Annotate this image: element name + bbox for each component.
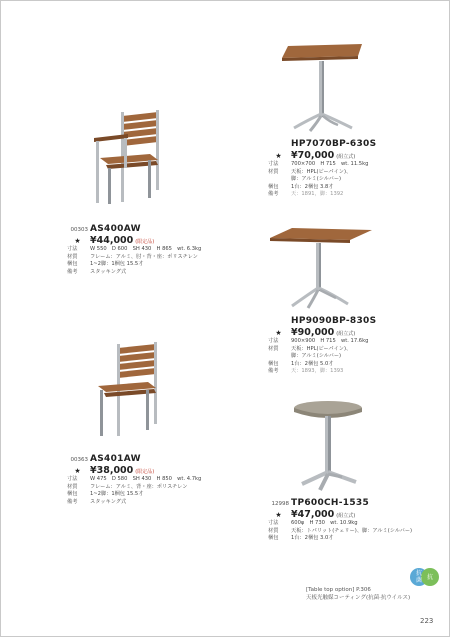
spec-label: 備考 xyxy=(67,268,78,275)
spec-value: 700×700 H 715 wt. 11.5kg xyxy=(291,161,369,167)
spec-label: 材質 xyxy=(268,168,279,175)
product-as401aw xyxy=(67,454,201,506)
star-mark: ★ xyxy=(275,152,282,160)
spec-row xyxy=(268,338,376,346)
spec-row xyxy=(67,476,201,484)
spec-value: フレーム：アルミ、肘・背・座：ポリスチレン xyxy=(90,253,198,260)
star-mark: ★ xyxy=(74,467,81,475)
product-model: HP7070BP-630S xyxy=(291,139,377,149)
badge-text-2: 菌 xyxy=(415,577,423,584)
spec-label xyxy=(268,176,289,184)
spec-row xyxy=(268,535,412,543)
product-hp9090bp xyxy=(268,316,376,376)
product-model: TP600CH-1535 xyxy=(291,498,370,508)
spec-label: 材質 xyxy=(67,483,78,490)
footer-line-1: [Table top option] P.306 xyxy=(306,587,371,593)
spec-value: 天板：トパリット(チェリー)、脚：アルミ(シルバー) xyxy=(291,527,413,534)
spec-list xyxy=(268,338,376,376)
spec-value: 天：1891，脚：1392 xyxy=(291,191,344,198)
spec-list xyxy=(67,246,201,276)
chair-as400aw-image xyxy=(88,108,168,208)
star-mark: ★ xyxy=(275,511,282,519)
product-as400aw xyxy=(67,224,201,276)
spec-label: 材質 xyxy=(268,345,279,352)
spec-label: 材質 xyxy=(268,527,279,534)
price-note: (組立式) xyxy=(336,331,356,337)
star-mark: ★ xyxy=(74,237,81,245)
product-code: 00363 xyxy=(70,457,88,463)
spec-label: 梱包 xyxy=(67,261,78,268)
product-price: ¥90,000 xyxy=(291,327,335,338)
star-mark: ★ xyxy=(275,329,282,337)
spec-label: 梱包 xyxy=(268,183,279,190)
spec-value: 600φ H 730 wt. 10.9kg xyxy=(291,520,358,526)
spec-value: 脚：アルミ(シルバー) xyxy=(291,353,342,360)
product-model: AS400AW xyxy=(90,224,141,234)
price-note: (限定品) xyxy=(135,469,155,475)
spec-row xyxy=(268,191,376,199)
spec-value: 脚：アルミ(シルバー) xyxy=(291,176,342,183)
spec-row xyxy=(268,176,376,184)
spec-row xyxy=(67,269,201,277)
spec-label: 備考 xyxy=(67,498,78,505)
product-price: ¥47,000 xyxy=(291,509,335,520)
spec-label xyxy=(268,353,289,361)
spec-label: 材質 xyxy=(67,253,78,260)
spec-value: W 475 D 580 SH 430 H 850 wt. 4.7kg xyxy=(90,476,202,482)
product-price: ¥38,000 xyxy=(90,465,134,476)
spec-value: スタッキング式 xyxy=(90,498,127,505)
product-code: 00303 xyxy=(70,227,88,233)
spec-row xyxy=(268,368,376,376)
spec-value: W 550 D 600 SH 430 H 865 wt. 6.3kg xyxy=(90,246,202,252)
spec-label: 梱包 xyxy=(67,491,78,498)
table-tp600ch-image xyxy=(290,398,366,494)
product-code: 12998 xyxy=(271,501,289,507)
spec-row xyxy=(268,528,412,536)
spec-list xyxy=(268,161,376,199)
spec-label: 寸法 xyxy=(268,161,279,167)
price-note: (限定品) xyxy=(135,239,155,245)
spec-label: 備考 xyxy=(268,368,279,375)
spec-list xyxy=(67,476,201,506)
table-hp9090bp-image xyxy=(266,222,376,312)
spec-row xyxy=(67,491,201,499)
spec-value: 1台：2梱包 3.8才 xyxy=(291,183,334,190)
spec-label: 備考 xyxy=(268,191,279,198)
product-price: ¥70,000 xyxy=(291,150,335,161)
spec-row xyxy=(268,353,376,361)
spec-row xyxy=(67,261,201,269)
spec-value: 900×900 H 715 wt. 17.6kg xyxy=(291,338,369,344)
product-model: AS401AW xyxy=(90,454,141,464)
product-tp600ch xyxy=(268,498,412,543)
table-hp7070bp-image xyxy=(278,36,368,136)
spec-value: スタッキング式 xyxy=(90,268,127,275)
spec-label: 寸法 xyxy=(67,246,78,252)
spec-value: 1台：2梱包 5.0才 xyxy=(291,360,334,367)
spec-row xyxy=(67,246,201,254)
spec-list xyxy=(268,520,412,543)
table-top-option-note xyxy=(306,586,410,602)
price-note: (組立式) xyxy=(336,154,356,160)
product-price: ¥44,000 xyxy=(90,235,134,246)
page-number: 223 xyxy=(420,617,434,625)
spec-value: 1~2脚：1梱包 15.5才 xyxy=(90,261,144,268)
spec-value: 天：1893，脚：1393 xyxy=(291,368,344,375)
antibacterial-badge-icon xyxy=(409,566,439,588)
chair-as401aw-image xyxy=(94,340,166,440)
price-note: (組立式) xyxy=(336,513,356,519)
spec-value: 1台：2梱包 3.0才 xyxy=(291,535,334,542)
spec-row xyxy=(268,161,376,169)
footer-line-2: 天板光触媒コーティング(抗菌·抗ウイルス) xyxy=(306,595,411,601)
product-model: HP9090BP-830S xyxy=(291,316,377,326)
badge-text-1: 抗 xyxy=(415,570,423,577)
spec-value: 天板：HPL(ビーパイン)、 xyxy=(291,168,352,175)
spec-value: 1~2脚：1梱包 15.5才 xyxy=(90,491,144,498)
spec-value: フレーム：アルミ、背・座：ポリスチレン xyxy=(90,483,188,490)
spec-row xyxy=(268,520,412,528)
spec-label: 寸法 xyxy=(67,476,78,482)
product-hp7070bp xyxy=(268,139,376,199)
spec-row xyxy=(67,499,201,507)
spec-value: 天板：HPL(ビーパイン)、 xyxy=(291,345,352,352)
spec-label: 寸法 xyxy=(268,338,279,344)
badge-text-3: 抗 xyxy=(426,574,434,581)
spec-label: 寸法 xyxy=(268,520,279,526)
spec-label: 梱包 xyxy=(268,535,279,542)
spec-label: 梱包 xyxy=(268,360,279,367)
